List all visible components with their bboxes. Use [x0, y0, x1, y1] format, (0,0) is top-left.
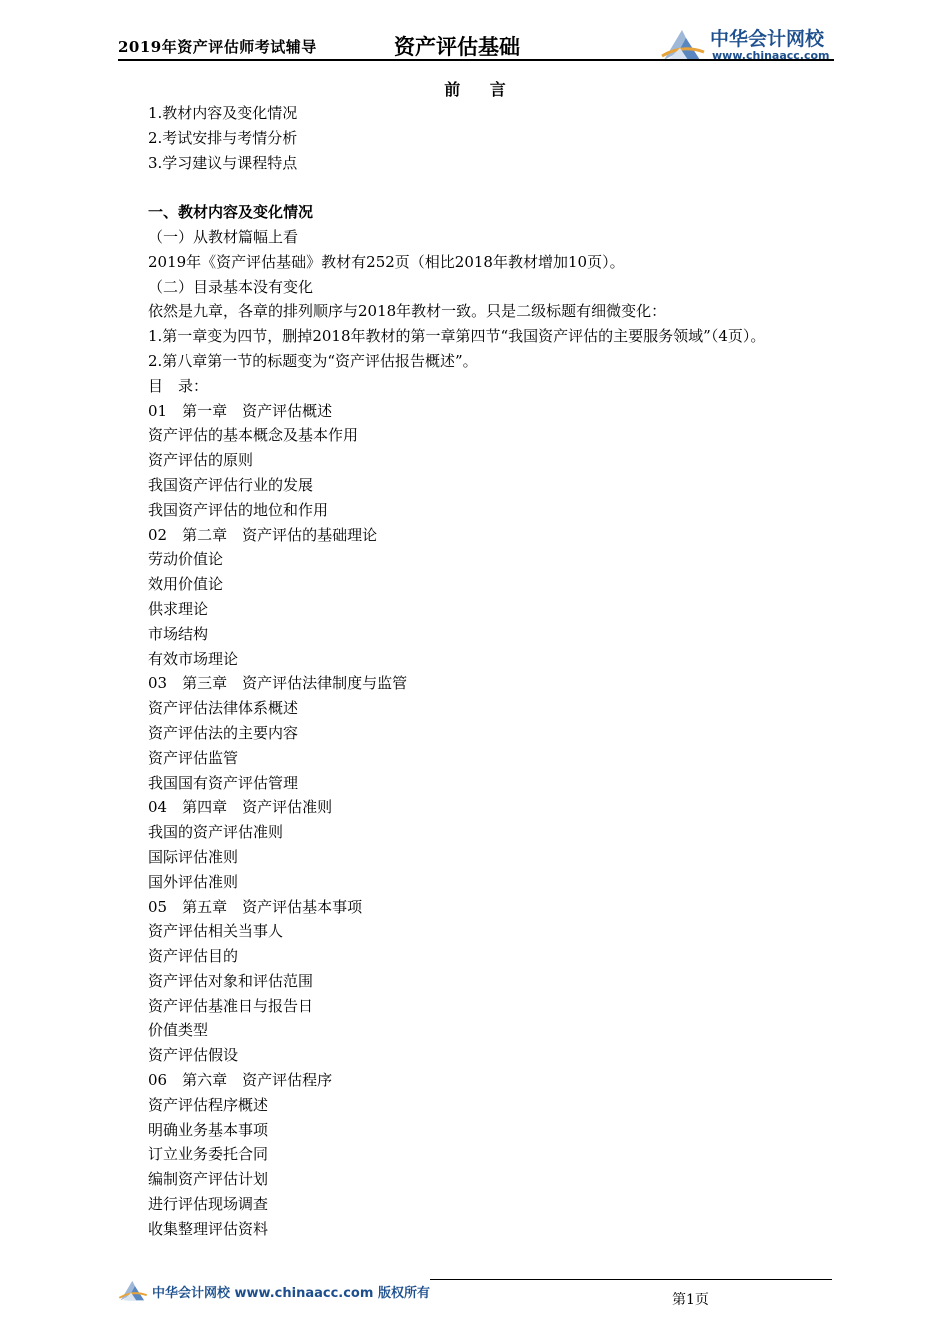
- text-line: 明确业务基本事项: [148, 1120, 269, 1139]
- logo-chinese-name: 中华会计网校: [710, 28, 825, 50]
- preface-title: 前 言: [444, 80, 518, 99]
- text-line: 02 第二章 资产评估的基础理论: [148, 525, 378, 544]
- text-line: （二）目录基本没有变化: [148, 277, 314, 296]
- text-line: 效用价值论: [148, 575, 224, 594]
- text-line: 2019年《资产评估基础》教材有252页（相比2018年教材增加10页）。: [148, 252, 625, 271]
- text-line: 资产评估基准日与报告日: [148, 996, 314, 1015]
- text-line: 2.考试安排与考情分析: [148, 128, 298, 147]
- text-line: 我国国有资产评估管理: [148, 773, 299, 792]
- text-line: 资产评估监管: [148, 748, 239, 767]
- text-line: 市场结构: [148, 624, 209, 643]
- text-line: 劳动价值论: [148, 550, 224, 569]
- footer-logo: [118, 1276, 438, 1304]
- text-line: 2.第八章第一节的标题变为“资产评估报告概述”。: [148, 351, 478, 370]
- document-body: [148, 101, 868, 1242]
- text-line: 有效市场理论: [148, 649, 239, 668]
- text-line: 资产评估的基本概念及基本作用: [148, 426, 359, 445]
- text-line: 06 第六章 资产评估程序: [148, 1071, 333, 1090]
- text-line: 我国资产评估的地位和作用: [148, 500, 329, 519]
- text-line: 资产评估目的: [148, 947, 239, 966]
- text-line: 进行评估现场调查: [148, 1195, 269, 1214]
- text-line: 01 第一章 资产评估概述: [148, 401, 333, 420]
- text-line: 收集整理评估资料: [148, 1219, 269, 1238]
- text-line: 编制资产评估计划: [148, 1170, 269, 1189]
- text-line: 3.学习建议与课程特点: [148, 153, 298, 172]
- footer-rule: [430, 1279, 832, 1280]
- text-line: 资产评估程序概述: [148, 1095, 269, 1114]
- text-line: 订立业务委托合同: [148, 1145, 269, 1164]
- text-line: 国际评估准则: [148, 847, 239, 866]
- section-heading: 一、教材内容及变化情况: [148, 203, 314, 222]
- text-line: 资产评估法的主要内容: [148, 723, 299, 742]
- text-line: 供求理论: [148, 599, 209, 618]
- text-line: 依然是九章，各章的排列顺序与2018年教材一致。只是二级标题有细微变化：: [148, 302, 667, 321]
- text-line: 资产评估法律体系概述: [148, 699, 299, 718]
- text-line: 1.第一章变为四节，删掉2018年教材的第一章第四节“我国资产评估的主要服务领域”（4页）。: [148, 327, 766, 346]
- header-center-title: 资产评估基础: [394, 34, 520, 59]
- text-line: （一）从教材篇幅上看: [148, 227, 299, 246]
- text-line: 资产评估相关当事人: [148, 922, 284, 941]
- header-logo: [660, 24, 840, 64]
- text-line: 05 第五章 资产评估基本事项: [148, 897, 363, 916]
- header-rule: [118, 59, 834, 61]
- text-line: 资产评估假设: [148, 1046, 239, 1065]
- text-line: 资产评估的原则: [148, 451, 254, 470]
- text-line: 我国资产评估行业的发展: [148, 475, 314, 494]
- text-line: 1.教材内容及变化情况: [148, 104, 298, 122]
- text-line: 我国的资产评估准则: [148, 823, 284, 842]
- blank-line: [148, 175, 868, 200]
- chinaacc-logo-icon: [660, 26, 706, 62]
- logo-website: www.chinaacc.com: [712, 49, 830, 62]
- header-left-title: 2019年资产评估师考试辅导: [118, 38, 317, 56]
- text-line: 04 第四章 资产评估准则: [148, 798, 333, 817]
- text-line: 价值类型: [148, 1021, 209, 1040]
- page-number: 第1页: [672, 1292, 709, 1308]
- text-line: 目 录：: [148, 376, 209, 395]
- text-line: 03 第三章 资产评估法律制度与监管: [148, 674, 408, 693]
- footer-copyright: 中华会计网校 www.chinaacc.com 版权所有: [152, 1286, 430, 1301]
- chinaacc-logo-icon: [118, 1278, 148, 1302]
- text-line: 国外评估准则: [148, 872, 239, 891]
- text-line: 资产评估对象和评估范围: [148, 971, 314, 990]
